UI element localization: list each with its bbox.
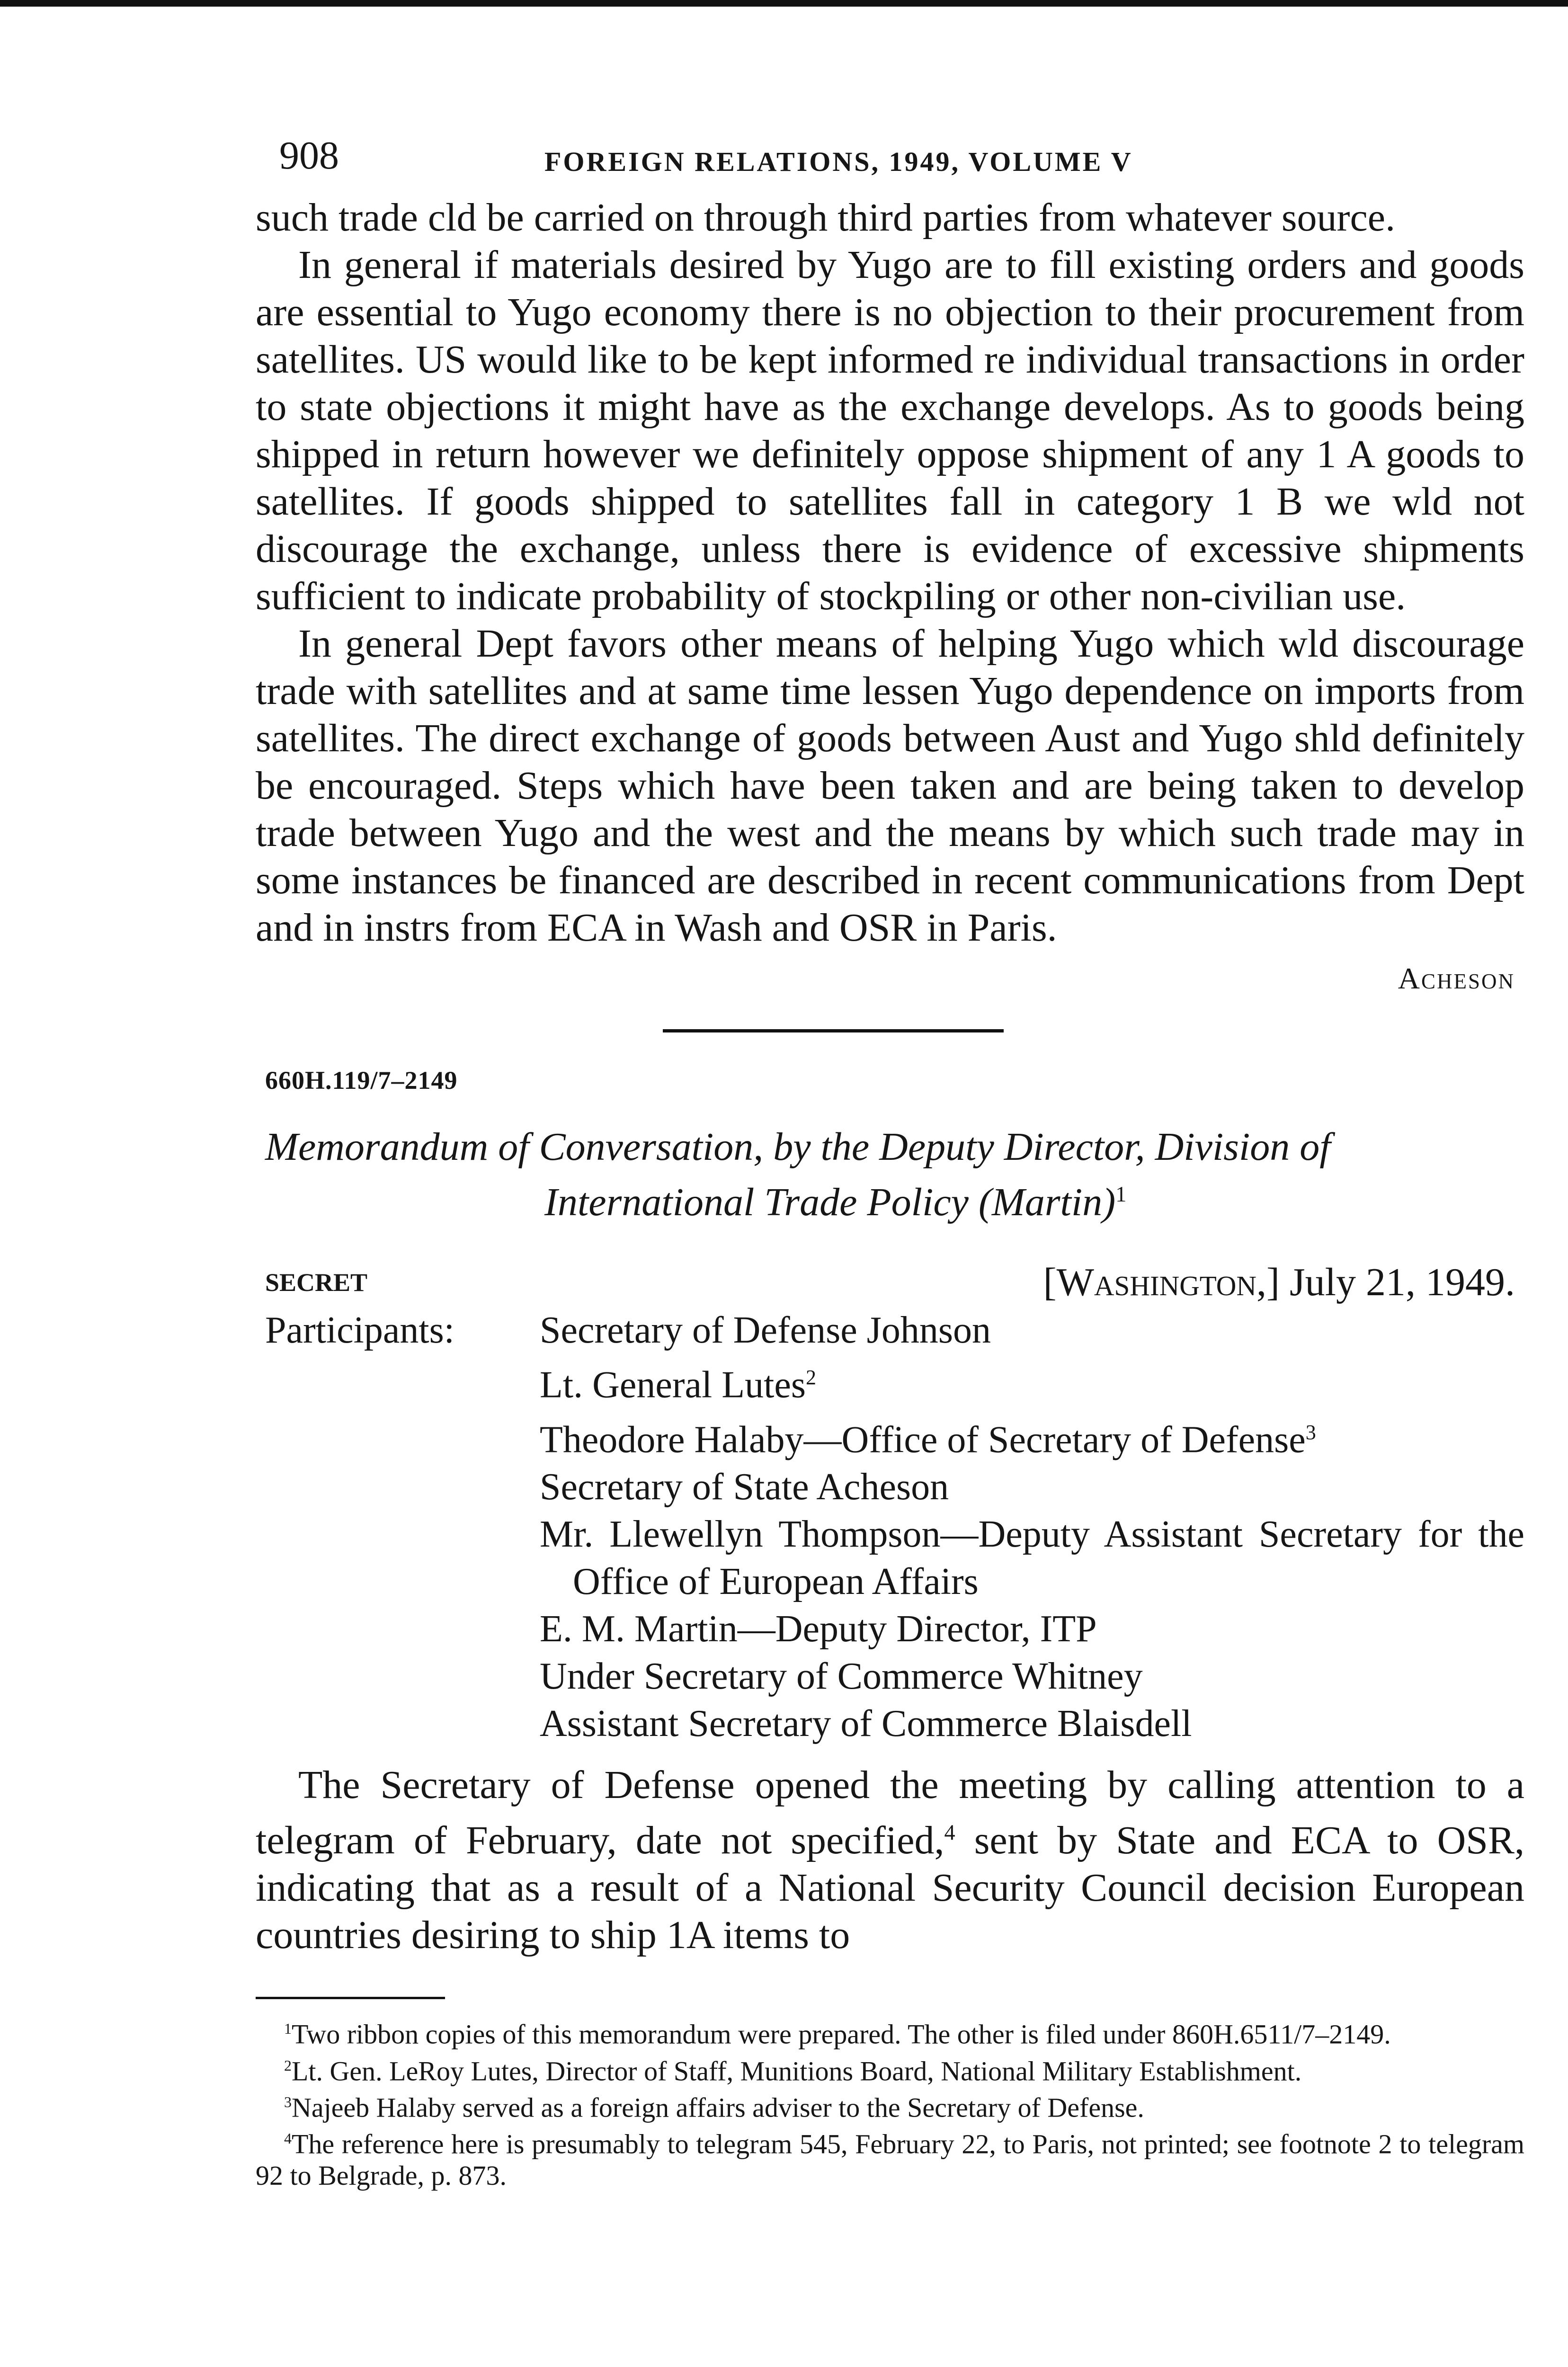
participant-item: Mr. Llewellyn Thompson—Deputy Assistant Secretary for the Office of European Affairs: [540, 1513, 1524, 1603]
participant-item: Theodore Halaby—Office of Secretary of Defense$^3$: [540, 1419, 1316, 1461]
paragraph-dept-favors: In general Dept favors other means of helping Yugo which wld discourage trade with satellites and at same time lessen Yugo dependence on imports from satellites. The direct exchange of goods between Aust and Yugo shld definitely be encouraged. Steps which have been taken and are being taken to develop trade between Yugo and the west and the means by which such trade may in some instances be financed are described in recent communications from Dept and in instrs from ECA in Wash and OSR in Paris.: [256, 622, 1524, 950]
continuation-paragraph: such trade cld be carried on through third parties from whatever source.: [256, 196, 1396, 240]
memo-title: [265, 1123, 1524, 1226]
participant-item: Assistant Secretary of Commerce Blaisdell: [540, 1703, 1192, 1745]
participants-block: [265, 1307, 1524, 1747]
dateline: [1043, 1259, 1515, 1305]
participant-item: Secretary of Defense Johnson: [540, 1309, 991, 1351]
footnote-3: $^3$Najeeb Halaby served as a foreign affairs adviser to the Secretary of Defense.: [284, 2092, 1144, 2123]
participants-label: Participants:: [265, 1309, 454, 1351]
footnote-rule: [256, 1997, 445, 1999]
place: [Washington,]: [1043, 1260, 1280, 1304]
participant-item: Under Secretary of Commerce Whitney: [540, 1655, 1143, 1698]
memo-title-line2: International Trade Policy (Martin): [544, 1180, 1116, 1224]
signature-acheson: Acheson: [1398, 961, 1515, 995]
participant-item: Secretary of State Acheson: [540, 1466, 949, 1508]
participant-item: E. M. Martin—Deputy Director, ITP: [540, 1608, 1097, 1650]
footnote-2: $^2$Lt. Gen. LeRoy Lutes, Director of Staff, Munitions Board, National Military Establishment.: [284, 2055, 1302, 2086]
top-border: [0, 0, 1568, 7]
memo-body-paragraph: The Secretary of Defense opened the meeting by calling attention to a telegram of February, date not specified,$^4$ sent by State and ECA to OSR, indicating that as a result of a National Security Council decision European countries desiring to ship 1A items to: [256, 1763, 1524, 1958]
classification: SECRET: [265, 1268, 368, 1297]
page-header: [256, 133, 1524, 194]
running-head: FOREIGN RELATIONS, 1949, VOLUME V: [544, 146, 1133, 177]
date: July 21, 1949.: [1289, 1260, 1515, 1304]
footnote-1: $^1$Two ribbon copies of this memorandum were prepared. The other is filed under 860H.6511/7–2149.: [284, 2019, 1391, 2050]
footnote-ref: 4: [944, 1820, 955, 1845]
participant-item: Lt. General Lutes$^2$: [540, 1364, 816, 1406]
section-divider: [663, 1029, 1004, 1032]
participants-list: [540, 1307, 1524, 1747]
document-page: [256, 133, 1524, 2191]
page-number: 908: [279, 133, 339, 178]
footnote-ref: 3: [1305, 1420, 1316, 1444]
footnote-ref: 2: [806, 1366, 816, 1389]
classification-row: [256, 1259, 1524, 1307]
memo-title-line1: Memorandum of Conversation, by the Deputy Director, Division of: [265, 1125, 1331, 1169]
footnote-4: $^4$The reference here is presumably to telegram 545, February 22, to Paris, not printed; see footnote 2 to telegram 92 to Belgrade, p. 873.: [256, 2128, 1524, 2191]
file-reference: 660H.119/7–2149: [265, 1066, 458, 1095]
paragraph-materials: In general if materials desired by Yugo are to fill existing orders and goods are essential to Yugo economy there is no objection to their procurement from satellites. US would like to be kept informed re individual transactions in order to state objections it might have as the exchange develops. As to goods being shipped in return however we definitely oppose shipment of any 1 A goods to satellites. If goods shipped to satellites fall in category 1 B we wld not discourage the exchange, unless there is evidence of excessive shipments sufficient to indicate probability of stockpiling or other non-civilian use.: [256, 243, 1524, 618]
title-footnote-ref: 1: [1115, 1182, 1127, 1206]
